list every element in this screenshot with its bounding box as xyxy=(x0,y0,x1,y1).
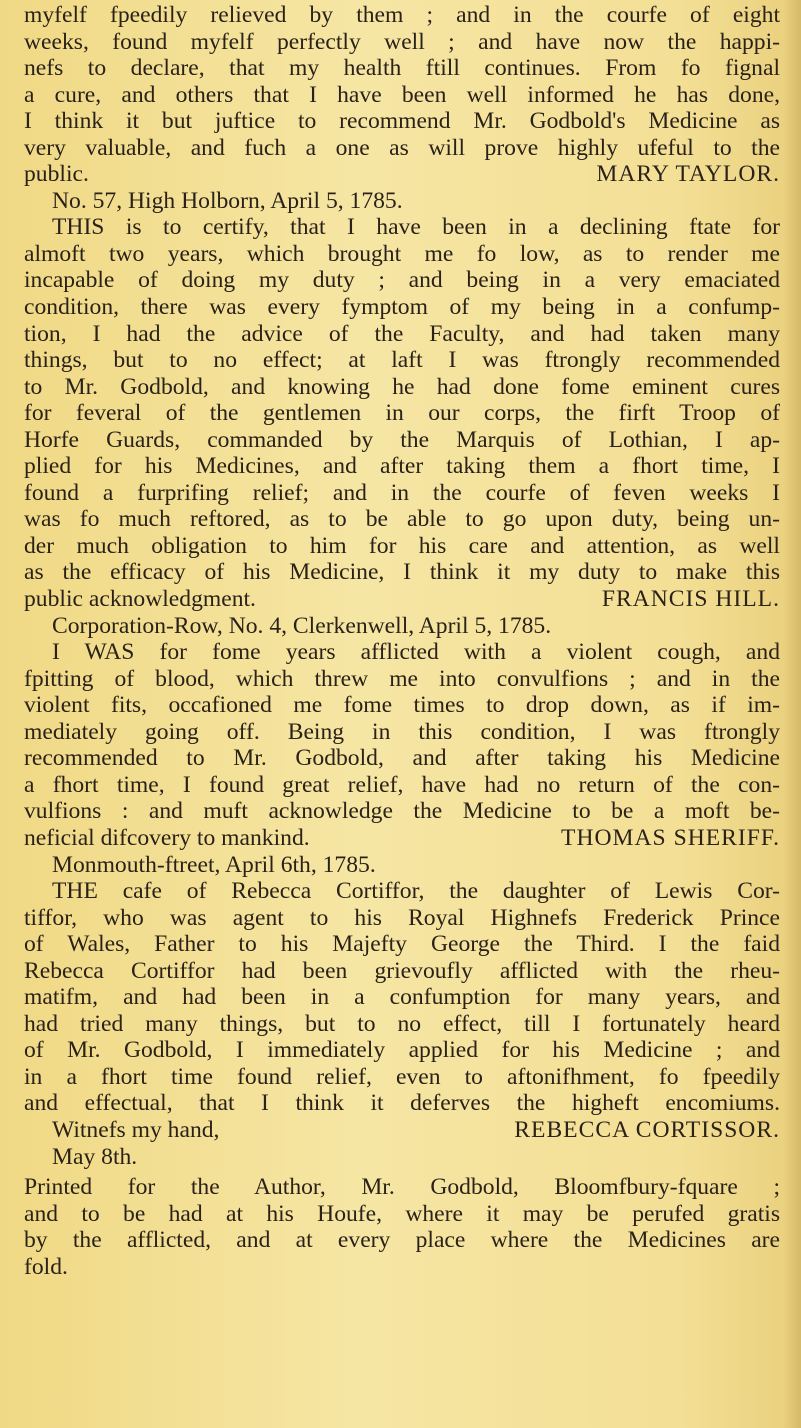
signature-lead: Witnefs my hand, xyxy=(52,1116,220,1143)
text-line: was fo much reftored, as to be able to go upon duty, being un- xyxy=(24,506,780,533)
text-line: as the efficacy of his Medicine, I think it my duty to make this xyxy=(24,559,780,586)
text-line: violent fits, occafioned me fome times to drop down, as if im- xyxy=(24,692,780,719)
testimonial-rebecca-cortissor xyxy=(24,878,780,1170)
text-line: der much obligation to him for his care and attention, as well xyxy=(24,532,780,559)
text-line: of Wales, Father to his Majefty George the Third. I the faid xyxy=(24,931,780,958)
text-line: of Mr. Godbold, I immediately applied for his Medicine ; and xyxy=(24,1037,780,1064)
text-line: fpitting of blood, which threw me into convulfions ; and in the xyxy=(24,665,780,692)
signature-address: No. 57, High Holborn, April 5, 1785. xyxy=(52,187,403,214)
text-line: Horfe Guards, commanded by the Marquis of Lothian, I ap- xyxy=(24,426,780,453)
text-line: Rebecca Cortiffor had been grievoufly afflicted with the rheu- xyxy=(24,957,780,984)
text-line: I WAS for fome years afflicted with a violent cough, and xyxy=(52,639,780,666)
text-line: THE cafe of Rebecca Cortiffor, the daughter of Lewis Cor- xyxy=(52,878,780,905)
text-line: very valuable, and fuch a one as will prove highly ufeful to the xyxy=(24,134,780,161)
text-line: fold. xyxy=(24,1253,68,1280)
document-page xyxy=(24,2,780,1280)
signature-lead: neficial difcovery to mankind. xyxy=(24,824,310,851)
text-line: condition, there was every fymptom of my being in a confump- xyxy=(24,294,780,321)
text-line: found a furprifing relief; and in the courfe of feven weeks I xyxy=(24,479,780,506)
text-line: weeks, found myfelf perfectly well ; and have now the happi- xyxy=(24,28,780,55)
text-line: a cure, and others that I have been well informed he has done, xyxy=(24,81,780,108)
signature-line xyxy=(24,1117,780,1144)
text-line: had tried many things, but to no effect, till I fortunately heard xyxy=(24,1010,780,1037)
signature-address: May 8th. xyxy=(52,1143,138,1170)
signature-lead: public acknowledgment. xyxy=(24,586,256,613)
text-line: nefs to declare, that my health ftill continues. From fo fignal xyxy=(24,55,780,82)
text-line: vulfions : and muft acknowledge the Medicine to be a moft be- xyxy=(24,798,780,825)
text-line: THIS is to certify, that I have been in a declining ftate for xyxy=(52,214,780,241)
printer-imprint xyxy=(24,1174,780,1280)
text-line: tiffor, who was agent to his Royal Highnefs Frederick Prince xyxy=(24,904,780,931)
text-line: incapable of doing my duty ; and being in a very emaciated xyxy=(24,267,780,294)
text-line: for feveral of the gentlemen in our corps, the firft Troop of xyxy=(24,400,780,427)
text-line: and to be had at his Houfe, where it may be perufed gratis xyxy=(24,1200,780,1227)
text-line: a fhort time, I found great relief, have had no return of the con- xyxy=(24,771,780,798)
page-edge-shadow xyxy=(783,0,801,1428)
text-line: myfelf fpeedily relieved by them ; and in the courfe of eight xyxy=(24,2,780,28)
testimonial-francis-hill xyxy=(24,214,780,639)
text-line: plied for his Medicines, and after taking them a fhort time, I xyxy=(24,453,780,480)
signature-address: Corporation-Row, No. 4, Clerkenwell, April 5, 1785. xyxy=(52,612,552,639)
text-line: to Mr. Godbold, and knowing he had done fome eminent cures xyxy=(24,373,780,400)
text-line: mediately going off. Being in this condition, I was ftrongly xyxy=(24,718,780,745)
signature-address: Monmouth-ftreet, April 6th, 1785. xyxy=(52,851,376,878)
text-line: and effectual, that I think it deferves the higheft encomiums. xyxy=(24,1090,780,1117)
text-line: almoft two years, which brought me fo low, as to render me xyxy=(24,240,780,267)
signature-name: MARY TAYLOR. xyxy=(596,161,780,188)
text-line: things, but to no effect; at laft I was ftrongly recommended xyxy=(24,347,780,374)
signature-line xyxy=(24,586,780,613)
text-line: Printed for the Author, Mr. Godbold, Bloomfbury-fquare ; xyxy=(24,1174,780,1201)
signature-lead: public. xyxy=(24,161,89,188)
signature-name: FRANCIS HILL. xyxy=(601,586,780,613)
text-line: I think it but juftice to recommend Mr. Godbold's Medicine as xyxy=(24,108,780,135)
signature-line xyxy=(24,161,780,188)
signature-line xyxy=(24,825,780,852)
text-line: recommended to Mr. Godbold, and after taking his Medicine xyxy=(24,745,780,772)
signature-name: REBECCA CORTISSOR. xyxy=(514,1116,780,1143)
text-line: tion, I had the advice of the Faculty, and had taken many xyxy=(24,320,780,347)
text-line: matifm, and had been in a confumption for many years, and xyxy=(24,984,780,1011)
text-line: in a fhort time found relief, even to aftonifhment, fo fpeedily xyxy=(24,1063,780,1090)
testimonial-thomas-sheriff xyxy=(24,639,780,878)
testimonial-mary-taylor xyxy=(24,2,780,214)
text-line: by the afflicted, and at every place where the Medicines are xyxy=(24,1227,780,1254)
signature-name: THOMAS SHERIFF. xyxy=(561,824,780,851)
